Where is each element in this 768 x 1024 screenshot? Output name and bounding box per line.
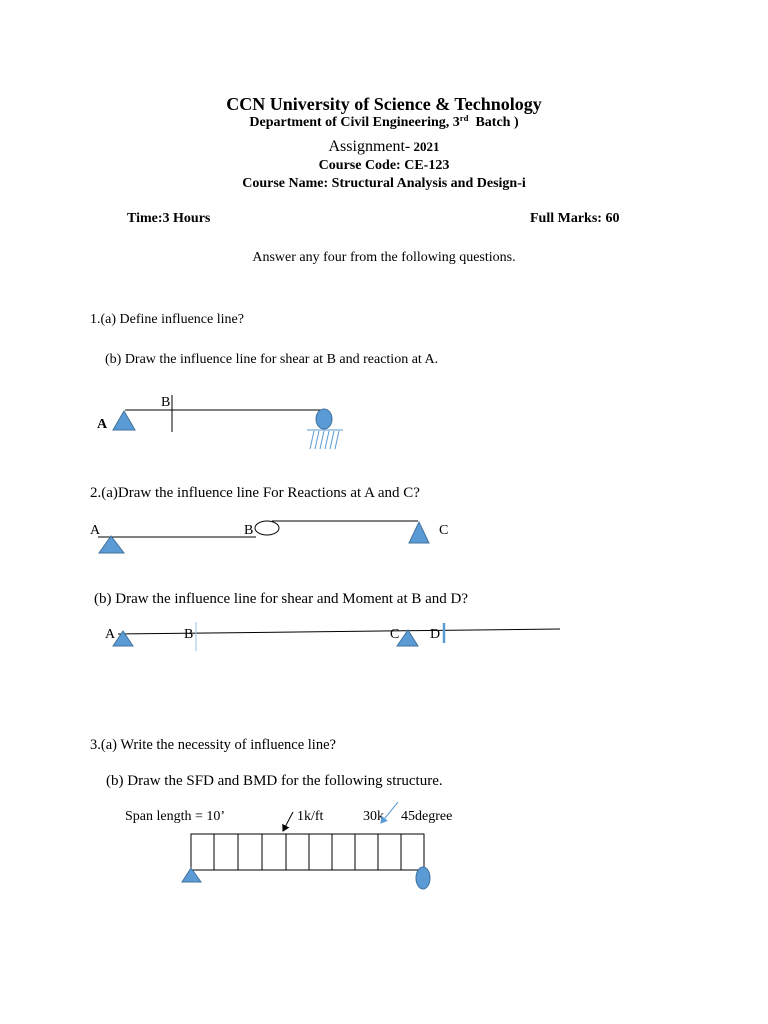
course-name: Course Name: Structural Analysis and Design-i bbox=[242, 176, 526, 191]
label-b: B bbox=[184, 627, 194, 642]
assignment-label: Assignment- bbox=[328, 138, 411, 155]
label-c: C bbox=[439, 523, 449, 538]
department-line bbox=[0, 113, 768, 130]
department-ordinal-suffix: rd bbox=[459, 113, 469, 124]
beam-diagram-2b bbox=[0, 615, 768, 660]
question-2b: (b) Draw the influence line for shear and Moment at B and D? bbox=[94, 591, 469, 607]
department-prefix: Department of Civil Engineering, 3 bbox=[249, 115, 460, 130]
load-angle-label: 45degree bbox=[401, 809, 453, 824]
span-length-label: Span length = 10’ bbox=[125, 809, 226, 824]
label-c: C bbox=[390, 627, 400, 642]
beam-diagram-3b bbox=[0, 800, 768, 895]
question-1b: (b) Draw the influence line for shear at B and reaction at A. bbox=[105, 352, 439, 367]
question-3a: 3.(a) Write the necessity of influence line? bbox=[90, 737, 336, 753]
label-b: B bbox=[161, 395, 171, 410]
label-b: B bbox=[244, 523, 254, 538]
beam-diagram-2a bbox=[0, 510, 768, 560]
label-d: D bbox=[430, 627, 441, 642]
university-title: CCN University of Science & Technology bbox=[226, 94, 542, 114]
roller-support-right bbox=[416, 867, 430, 889]
pin-support-a bbox=[113, 411, 135, 430]
label-a: A bbox=[97, 417, 108, 432]
full-marks: Full Marks: 60 bbox=[530, 211, 620, 226]
roller-support bbox=[316, 409, 332, 429]
time-allowed: Time:3 Hours bbox=[127, 211, 211, 226]
beam-diagram-1 bbox=[0, 390, 768, 455]
instructions: Answer any four from the following questions. bbox=[252, 250, 516, 265]
question-3b: (b) Draw the SFD and BMD for the following structure. bbox=[106, 773, 443, 789]
pin-support-c bbox=[409, 522, 429, 543]
pin-support-a bbox=[113, 631, 133, 646]
distributed-load-arrow bbox=[283, 812, 293, 831]
ground-hatching bbox=[307, 430, 343, 449]
question-1a: 1.(a) Define influence line? bbox=[90, 312, 244, 327]
distributed-load-label: 1k/ft bbox=[297, 809, 324, 824]
assignment-heading bbox=[0, 139, 768, 155]
department-suffix: Batch ) bbox=[468, 115, 519, 130]
pin-support-a bbox=[99, 536, 124, 553]
distributed-load-block bbox=[191, 834, 424, 870]
assignment-year: 2021 bbox=[410, 139, 440, 154]
question-2a: 2.(a)Draw the influence line For Reactions at A and C? bbox=[90, 485, 420, 501]
point-load-label: 30k bbox=[363, 809, 384, 824]
label-a: A bbox=[90, 523, 101, 538]
course-code: Course Code: CE-123 bbox=[318, 158, 450, 173]
pin-support-c bbox=[397, 630, 418, 646]
label-a: A bbox=[105, 627, 116, 642]
internal-hinge-b bbox=[255, 521, 279, 535]
